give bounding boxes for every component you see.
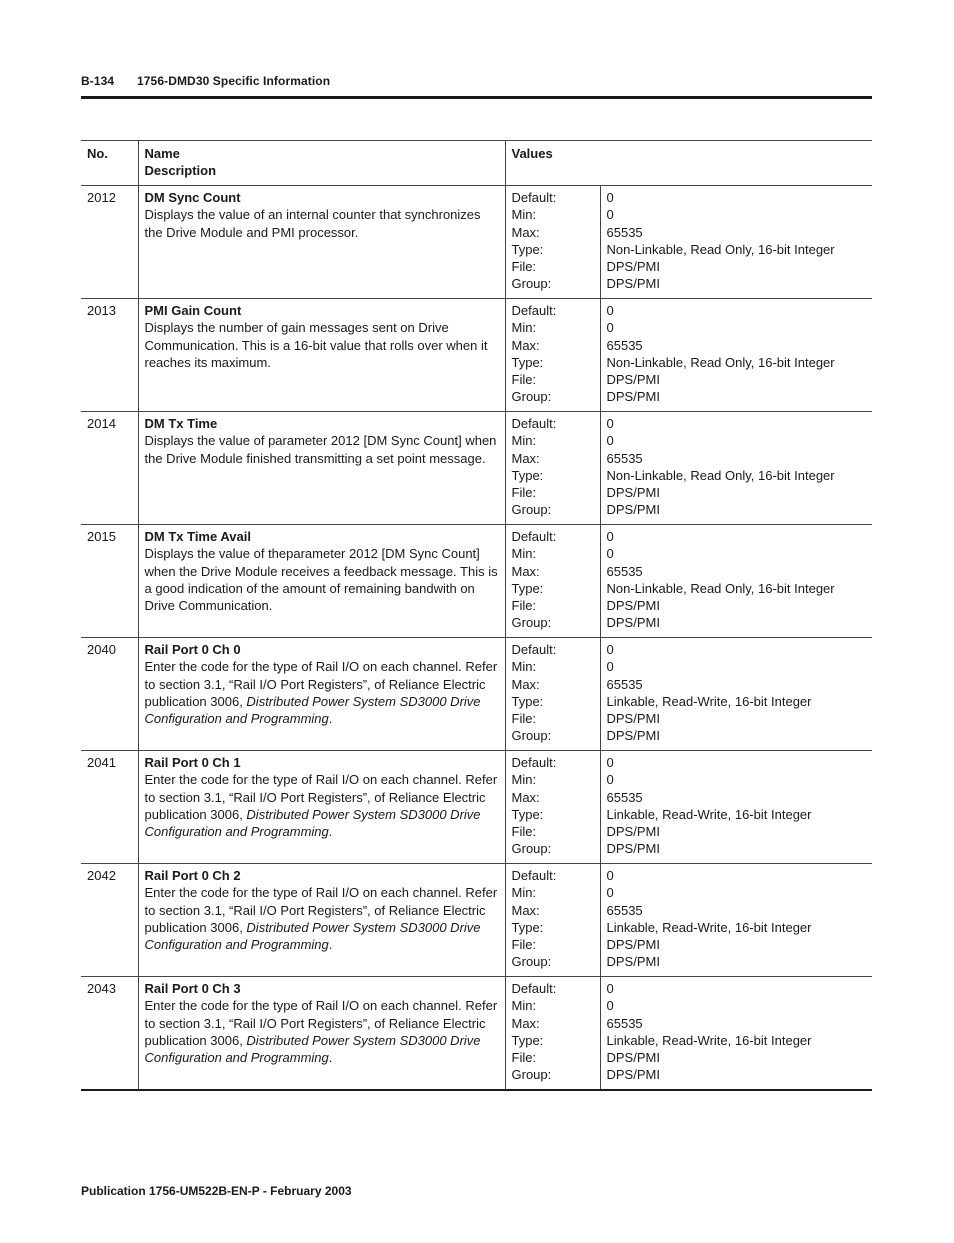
value-group: DPS/PMI: [606, 276, 660, 292]
param-description: [145, 997, 499, 1066]
value-labels: [505, 299, 600, 412]
param-number: 2014: [81, 412, 138, 525]
header-rule: [81, 96, 872, 99]
param-name-description: [138, 638, 505, 751]
label-file: File:: [511, 372, 537, 388]
col-header-no: No.: [81, 141, 138, 186]
param-name-description: [138, 299, 505, 412]
param-reference-end: .: [328, 937, 333, 953]
value-default: 0: [606, 529, 614, 544]
value-values: [600, 977, 872, 1090]
param-name-description: [138, 977, 505, 1090]
label-min: Min:: [511, 320, 537, 336]
value-max: 65535: [606, 902, 643, 918]
param-name-description: [138, 751, 505, 864]
label-max: Max:: [511, 224, 540, 240]
label-file: File:: [511, 937, 537, 953]
value-type: Linkable, Read-Write, 16-bit Integer: [606, 1032, 812, 1048]
value-labels: [505, 412, 600, 525]
param-description-text: Enter the code for the type of Rail I/O on each channel. Refer to section 3.1, “Rail I/O Port Registers”, of Reliance Electric publication 3006,: [144, 659, 498, 709]
label-default: Default:: [511, 642, 557, 657]
param-description-text: Displays the number of gain messages sent on Drive Communication. This is a 16-bit value that rolls over when it reaches its maximum.: [144, 320, 488, 370]
label-group: Group:: [511, 389, 552, 405]
table-row: [81, 186, 872, 299]
value-group: DPS/PMI: [606, 954, 660, 970]
value-labels: [505, 751, 600, 864]
param-number: 2042: [81, 864, 138, 977]
value-file: DPS/PMI: [606, 824, 660, 840]
label-group: Group:: [511, 615, 552, 631]
value-default: 0: [606, 981, 614, 996]
value-max: 65535: [606, 337, 643, 353]
table-row: [81, 638, 872, 751]
label-max: Max:: [511, 902, 540, 918]
label-default: Default:: [511, 981, 557, 996]
value-labels: [505, 864, 600, 977]
col-header-description: Description: [144, 163, 217, 179]
value-type: Linkable, Read-Write, 16-bit Integer: [606, 693, 812, 709]
value-labels: [505, 977, 600, 1090]
value-values: [600, 638, 872, 751]
label-type: Type:: [511, 806, 544, 822]
label-max: Max:: [511, 789, 540, 805]
param-description: [145, 432, 499, 467]
param-reference-end: .: [328, 1050, 333, 1066]
param-description-text: Displays the value of parameter 2012 [DM Sync Count] when the Drive Module finished transmitting a set point message.: [144, 433, 497, 466]
label-group: Group:: [511, 276, 552, 292]
value-file: DPS/PMI: [606, 372, 660, 388]
value-max: 65535: [606, 789, 643, 805]
label-group: Group:: [511, 728, 552, 744]
value-max: 65535: [606, 450, 643, 466]
param-name: Rail Port 0 Ch 2: [144, 868, 241, 883]
param-description: [145, 771, 499, 840]
table-row: [81, 864, 872, 977]
value-group: DPS/PMI: [606, 615, 660, 631]
value-min: 0: [606, 885, 614, 901]
page-number: B-134: [81, 74, 115, 88]
value-max: 65535: [606, 224, 643, 240]
value-values: [600, 751, 872, 864]
label-default: Default:: [511, 868, 557, 883]
label-type: Type:: [511, 467, 544, 483]
label-group: Group:: [511, 841, 552, 857]
table-body: [81, 186, 872, 1090]
value-max: 65535: [606, 563, 643, 579]
value-min: 0: [606, 998, 614, 1014]
table-row: [81, 412, 872, 525]
value-min: 0: [606, 207, 614, 223]
publication-footer: Publication 1756-UM522B-EN-P - February 2003: [81, 1184, 352, 1198]
param-name: DM Tx Time: [144, 416, 218, 431]
label-type: Type:: [511, 241, 544, 257]
label-group: Group:: [511, 954, 552, 970]
param-description-text: Enter the code for the type of Rail I/O on each channel. Refer to section 3.1, “Rail I/O Port Registers”, of Reliance Electric publication 3006,: [144, 885, 498, 935]
value-file: DPS/PMI: [606, 711, 660, 727]
param-name: DM Tx Time Avail: [144, 529, 251, 544]
value-values: [600, 299, 872, 412]
value-max: 65535: [606, 676, 643, 692]
label-min: Min:: [511, 433, 537, 449]
value-default: 0: [606, 190, 614, 205]
label-type: Type:: [511, 580, 544, 596]
value-min: 0: [606, 433, 614, 449]
param-name: Rail Port 0 Ch 3: [144, 981, 241, 996]
value-file: DPS/PMI: [606, 259, 660, 275]
value-labels: [505, 638, 600, 751]
label-max: Max:: [511, 676, 540, 692]
value-group: DPS/PMI: [606, 728, 660, 744]
label-type: Type:: [511, 1032, 544, 1048]
label-max: Max:: [511, 563, 540, 579]
parameter-table: [81, 140, 872, 1091]
value-type: Linkable, Read-Write, 16-bit Integer: [606, 806, 812, 822]
value-values: [600, 186, 872, 299]
label-default: Default:: [511, 529, 557, 544]
param-name-description: [138, 525, 505, 638]
value-group: DPS/PMI: [606, 841, 660, 857]
param-name-description: [138, 864, 505, 977]
param-name-description: [138, 412, 505, 525]
value-type: Linkable, Read-Write, 16-bit Integer: [606, 919, 812, 935]
value-min: 0: [606, 320, 614, 336]
label-file: File:: [511, 711, 537, 727]
label-default: Default:: [511, 303, 557, 318]
param-description-text: Enter the code for the type of Rail I/O on each channel. Refer to section 3.1, “Rail I/O Port Registers”, of Reliance Electric publication 3006,: [144, 772, 498, 822]
value-file: DPS/PMI: [606, 485, 660, 501]
value-group: DPS/PMI: [606, 1067, 660, 1083]
value-min: 0: [606, 659, 614, 675]
label-min: Min:: [511, 546, 537, 562]
label-type: Type:: [511, 693, 544, 709]
param-description-text: Displays the value of an internal counter that synchronizes the Drive Module and PMI processor.: [144, 207, 481, 240]
value-group: DPS/PMI: [606, 389, 660, 405]
table-header-row: [81, 141, 872, 186]
label-file: File:: [511, 824, 537, 840]
table-row: [81, 751, 872, 864]
label-default: Default:: [511, 416, 557, 431]
param-number: 2041: [81, 751, 138, 864]
label-default: Default:: [511, 755, 557, 770]
param-description: [145, 545, 499, 614]
label-type: Type:: [511, 354, 544, 370]
param-number: 2040: [81, 638, 138, 751]
label-min: Min:: [511, 207, 537, 223]
param-reference-title: Distributed Power System SD3000 Drive Configuration and Programming: [144, 1032, 481, 1066]
table-row: [81, 299, 872, 412]
param-reference-title: Distributed Power System SD3000 Drive Configuration and Programming: [144, 806, 481, 840]
param-description-text: Displays the value of theparameter 2012 [DM Sync Count] when the Drive Module receives a feedback message. This is a good indication of the amount of remaining bandwith on Drive Communication.: [144, 546, 498, 614]
label-max: Max:: [511, 337, 540, 353]
label-file: File:: [511, 1050, 537, 1066]
running-header: [81, 74, 330, 88]
value-file: DPS/PMI: [606, 598, 660, 614]
value-min: 0: [606, 772, 614, 788]
param-name: Rail Port 0 Ch 0: [144, 642, 241, 657]
value-default: 0: [606, 642, 614, 657]
label-group: Group:: [511, 1067, 552, 1083]
value-default: 0: [606, 416, 614, 431]
label-min: Min:: [511, 998, 537, 1014]
param-description: [145, 658, 499, 727]
param-number: 2043: [81, 977, 138, 1090]
value-max: 65535: [606, 1015, 643, 1031]
value-file: DPS/PMI: [606, 937, 660, 953]
value-labels: [505, 186, 600, 299]
table-row: [81, 977, 872, 1090]
param-name-description: [138, 186, 505, 299]
label-type: Type:: [511, 919, 544, 935]
value-values: [600, 864, 872, 977]
label-min: Min:: [511, 772, 537, 788]
param-reference-title: Distributed Power System SD3000 Drive Configuration and Programming: [144, 919, 481, 953]
value-default: 0: [606, 755, 614, 770]
value-type: Non-Linkable, Read Only, 16-bit Integer: [606, 467, 835, 483]
param-name: DM Sync Count: [144, 190, 241, 205]
value-default: 0: [606, 303, 614, 318]
col-header-name: Name: [144, 146, 180, 161]
param-number: 2015: [81, 525, 138, 638]
param-number: 2012: [81, 186, 138, 299]
table-row: [81, 525, 872, 638]
value-values: [600, 412, 872, 525]
section-title: 1756-DMD30 Specific Information: [137, 74, 331, 88]
col-header-values: Values: [505, 141, 872, 186]
value-labels: [505, 525, 600, 638]
value-default: 0: [606, 868, 614, 883]
value-file: DPS/PMI: [606, 1050, 660, 1066]
param-description-text: Enter the code for the type of Rail I/O on each channel. Refer to section 3.1, “Rail I/O Port Registers”, of Reliance Electric publication 3006,: [144, 998, 498, 1048]
label-group: Group:: [511, 502, 552, 518]
param-number: 2013: [81, 299, 138, 412]
param-description: [145, 884, 499, 953]
value-type: Non-Linkable, Read Only, 16-bit Integer: [606, 580, 835, 596]
label-default: Default:: [511, 190, 557, 205]
value-values: [600, 525, 872, 638]
value-type: Non-Linkable, Read Only, 16-bit Integer: [606, 241, 835, 257]
label-file: File:: [511, 485, 537, 501]
param-name: PMI Gain Count: [144, 303, 242, 318]
col-header-name-description: [138, 141, 505, 186]
label-file: File:: [511, 259, 537, 275]
label-min: Min:: [511, 659, 537, 675]
param-description: [145, 319, 499, 371]
value-min: 0: [606, 546, 614, 562]
param-name: Rail Port 0 Ch 1: [144, 755, 241, 770]
value-group: DPS/PMI: [606, 502, 660, 518]
label-file: File:: [511, 598, 537, 614]
param-reference-end: .: [328, 711, 333, 727]
value-type: Non-Linkable, Read Only, 16-bit Integer: [606, 354, 835, 370]
label-max: Max:: [511, 1015, 540, 1031]
label-max: Max:: [511, 450, 540, 466]
label-min: Min:: [511, 885, 537, 901]
param-reference-end: .: [328, 824, 333, 840]
param-reference-title: Distributed Power System SD3000 Drive Configuration and Programming: [144, 693, 481, 727]
param-description: [145, 206, 499, 241]
